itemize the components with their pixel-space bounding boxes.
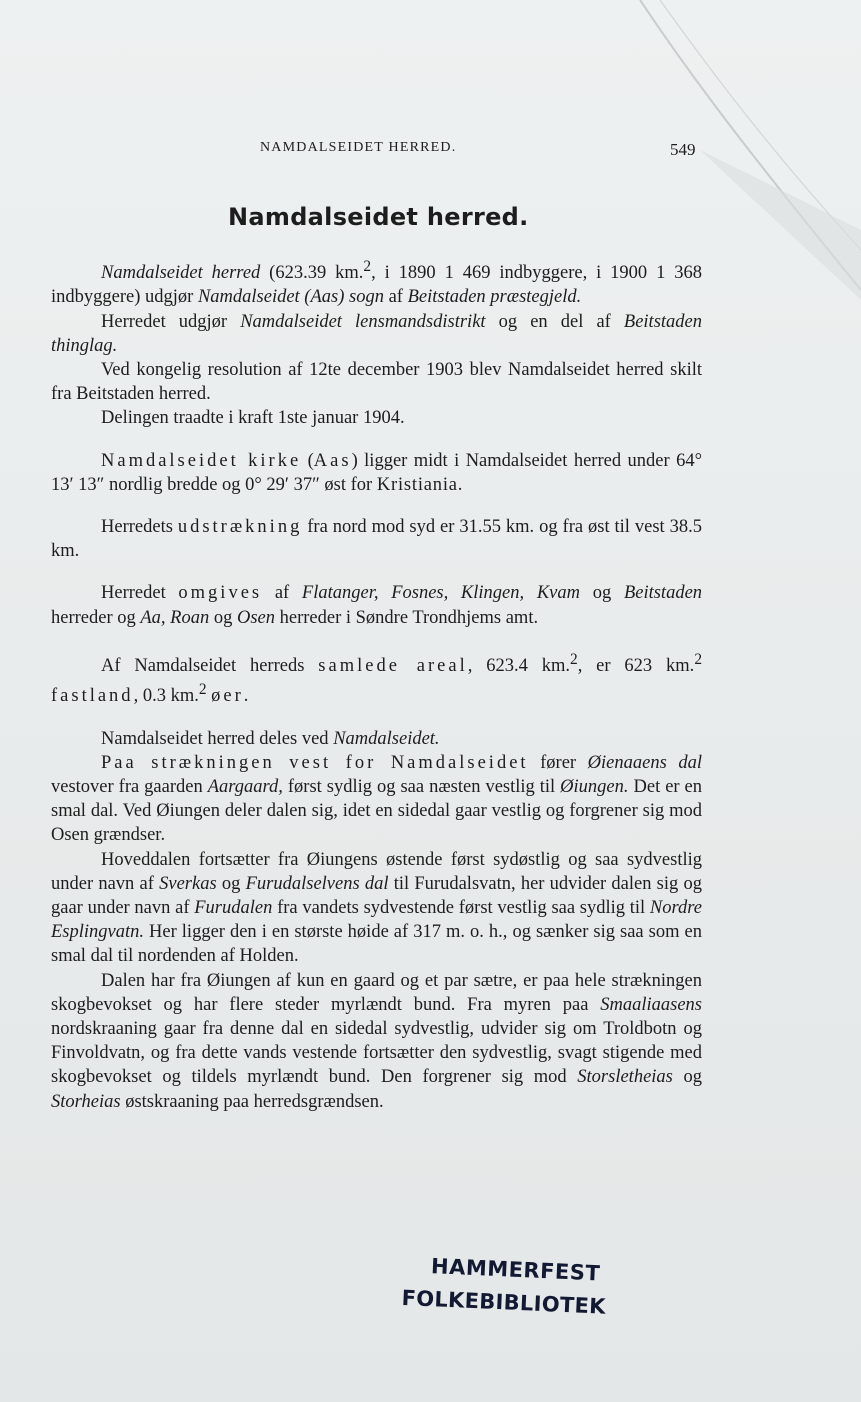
paragraph-lensmandsdistrikt: Herredet udgjør Namdalseidet lensmandsdistrikt og en del af Beitstaden thinglag. [51,311,702,356]
page-number: 549 [670,140,696,159]
paragraph-dalen: Dalen har fra Øiungen af kun en gaard og et par sætre, er paa hele strækningen skogbevokset og har flere steder myrlændt bund. Fra myren paa Smaaliaasens nordskraaning gaar fra denne dal en sidedal sydvestlig, udvider sig om Troldbotn og Finvoldvatn, og fra dette vands vestende fortsætter den sydvestlig, svagt stigende med skogbevokset og tildels myrlændt bund. Den forgrener sig mod Storsletheias og Storheias østskraaning paa herredsgrændsen. [51,970,703,1112]
paragraph-areal: Af Namdalseidet herreds samlede areal, 623.4 km.$^2$, er 623 km.$^2$ fastland, 0.3 km.$^2$ øer. [51,650,703,707]
paragraph-resolution: Ved kongelig resolution af 12te december 1903 blev Namdalseidet herred skilt fra Beitstaden herred. [51,359,702,405]
paragraph-delingen: Delingen traadte i kraft 1ste januar 1904. [101,408,405,429]
paragraph-udstraekning: Herredets udstrækning fra nord mod syd er 31.55 km. og fra øst til vest 38.5 km. [51,516,702,562]
library-stamp [399,1253,642,1333]
body-text [51,255,702,1114]
stamp-line-2: FOLKEBIBLIOTEK [401,1285,607,1319]
paragraph-vest: Paa strækningen vest for Namdalseidet fører Øienaaens dal vestover fra gaarden Aargaard, først sydlig og saa næsten vestlig til Øiungen. Det er en smal dal. Ved Øiungen deler dalen sig, idet en sidedal gaar vestlig og forgrener sig mod Osen grændser. [51,752,703,846]
paragraph-deles: Namdalseidet herred deles ved Namdalseidet. [101,728,440,749]
stamp-line-1: HAMMERFEST [430,1254,601,1286]
paragraph-kirke: Namdalseidet kirke (Aas) ligger midt i Namdalseidet herred under 64° 13′ 13″ nordlig bredde og 0° 29′ 37″ øst for Kristiania. [51,450,702,495]
page-title: Namdalseidet herred. [228,203,529,231]
paragraph-omgives: Herredet omgives af Flatanger, Fosnes, Klingen, Kvam og Beitstaden herreder og Aa, Roan og Osen herreder i Søndre Trondhjems amt. [51,583,703,628]
paragraph-hoveddalen: Hoveddalen fortsætter fra Øiungens østende først sydøstlig og saa sydvestlig under navn af Sverkas og Furudalselvens dal til Furudalsvatn, her udvider dalen sig og gaar under navn af Furudalen fra vandets sydvestende først vestlig saa sydlig til Nordre Esplingvatn. Her ligger den i en største høide af 317 m. o. h., og sænker sig saa som en smal dal til nordenden af Holden. [51,849,702,967]
running-head: NAMDALSEIDET HERRED. [260,140,457,155]
paragraph-intro: Namdalseidet herred (623.39 km.$^2$, i 1890 1 469 indbyggere, i 1900 1 368 indbyggere) udgjør Namdalseidet (Aas) sogn af Beitstaden præstegjeld. [51,258,702,308]
